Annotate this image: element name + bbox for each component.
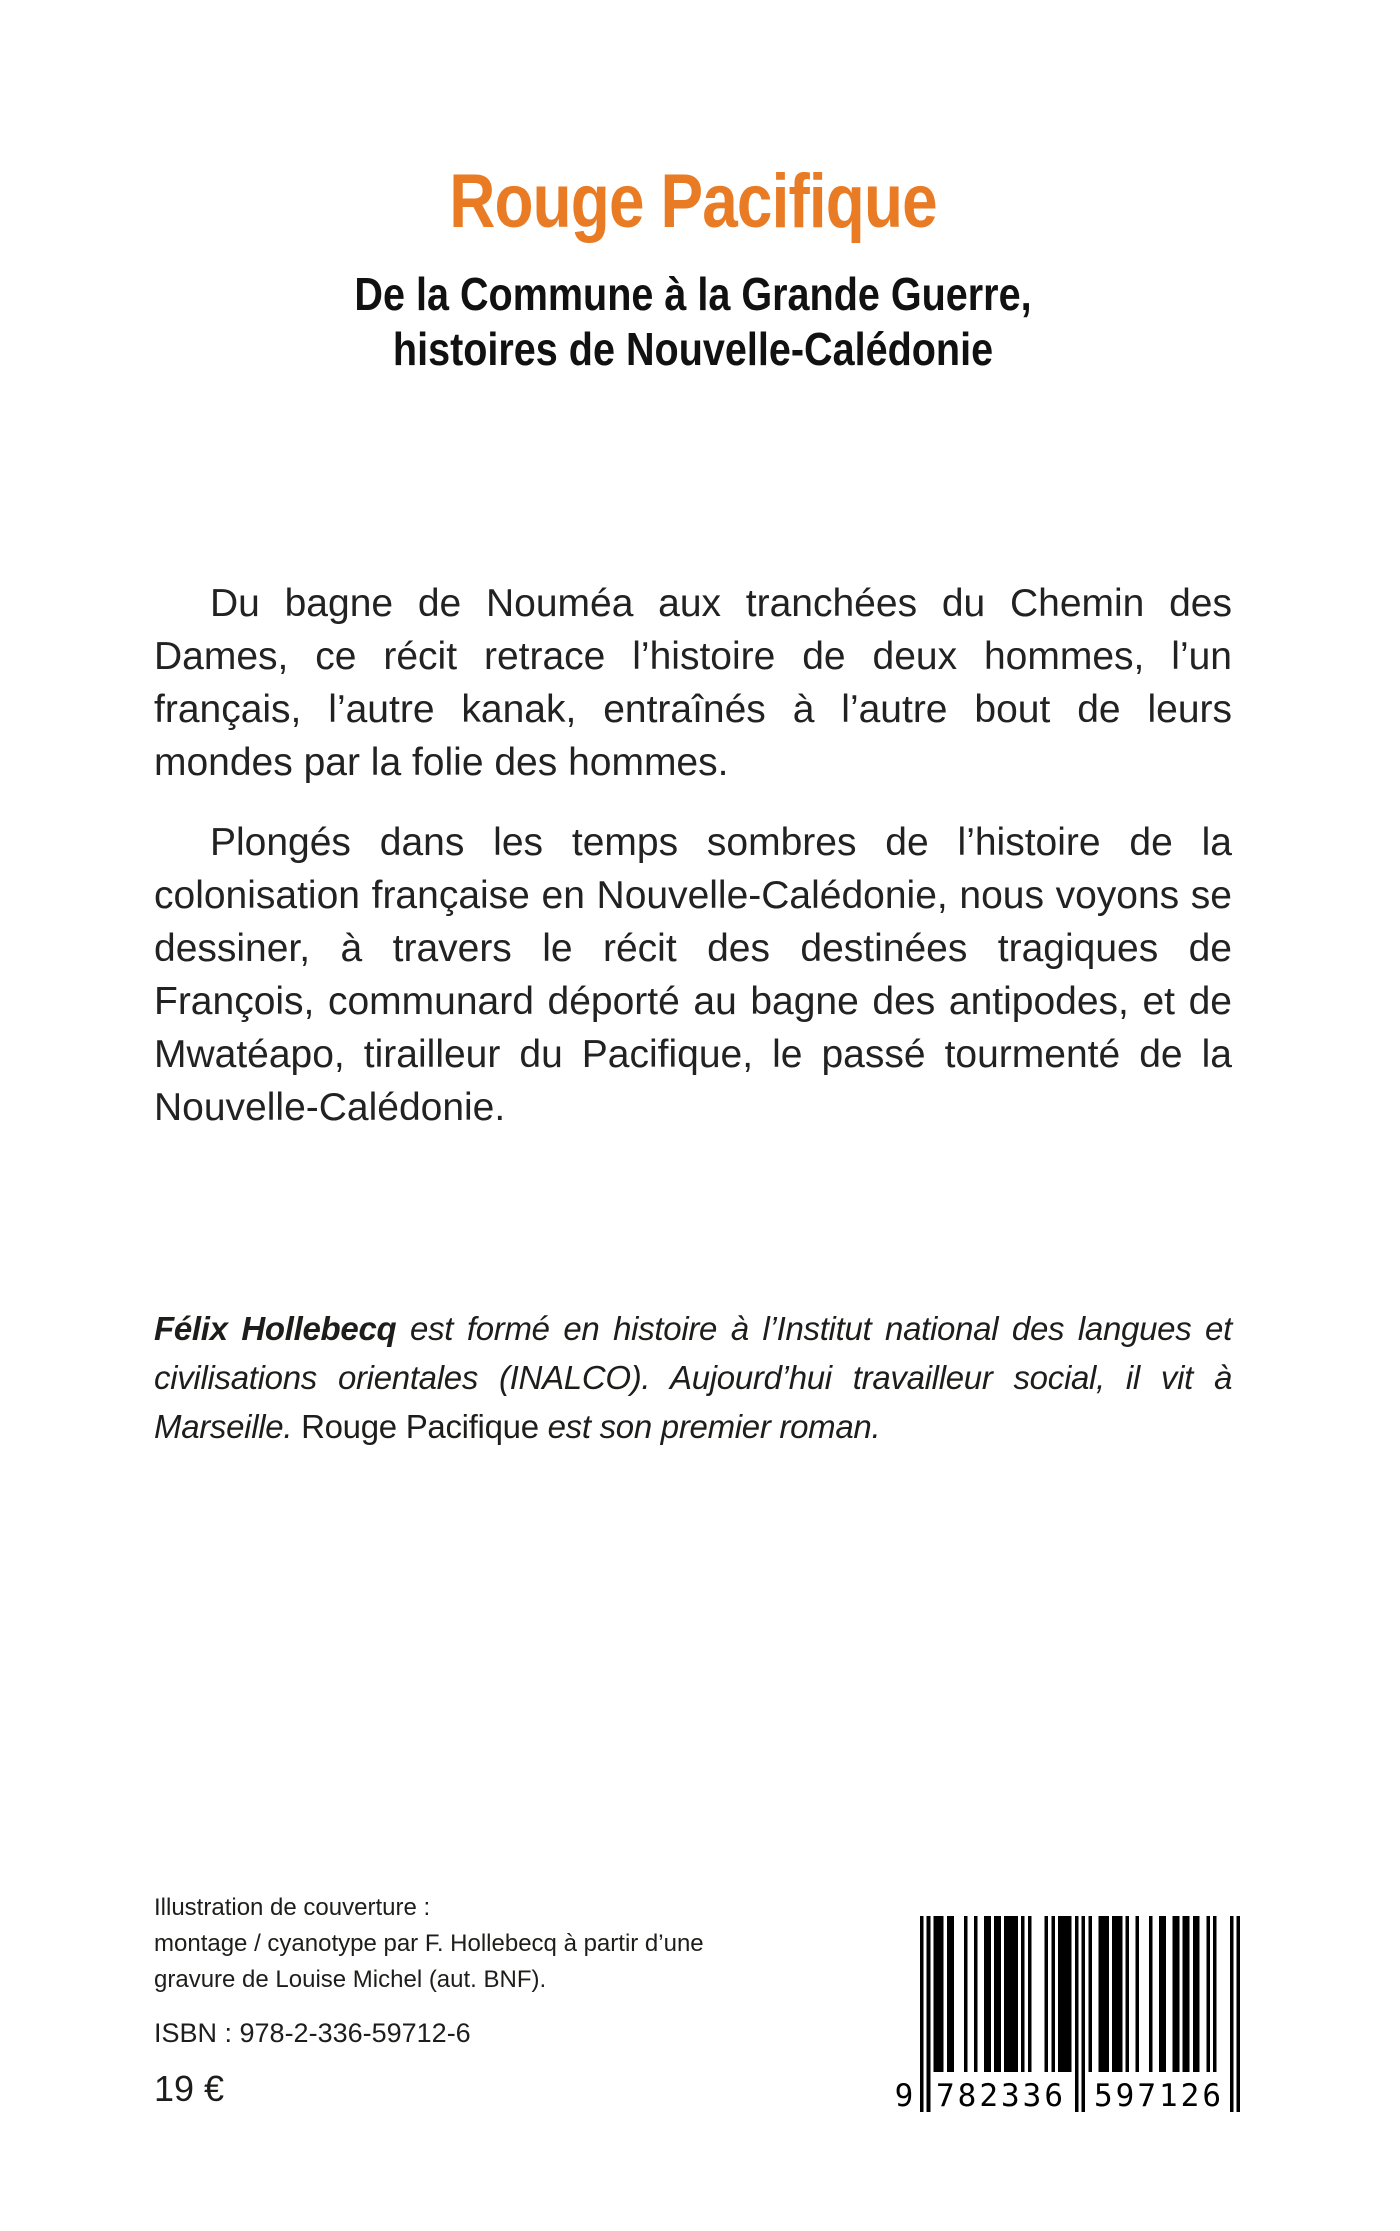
cover-text-column <box>0 158 1400 1451</box>
credit-line-1: Illustration de couverture : <box>154 1894 431 1921</box>
credit-line-3: gravure de Louise Michel (aut. BNF). <box>154 1966 547 1993</box>
barcode-digit-lead: 9 <box>894 2078 914 2114</box>
bio-book-title: Rouge Pacifique <box>301 1408 539 1445</box>
credit-line-2: montage / cyanotype par F. Hollebecq à partir d’une <box>154 1930 704 1957</box>
synopsis-paragraph-2: Plongés dans les temps sombres de l’histoire de la colonisation française en Nouvelle-Calédonie, nous voyons se dessiner, à travers le récit des destinées tragiques de François, communard déporté au bagne des antipodes, et de Mwatéapo, tirailleur du Pacifique, le passé tourmenté de la Nouvelle-Calédonie. <box>154 821 1232 1129</box>
author-name: Félix Hollebecq <box>154 1310 397 1347</box>
bio-text-1: est formé en histoire à l’Institut national des langues et civilisations orientales (INALCO). Aujourd’hui travailleur social, il vit à Marseille. <box>154 1310 1232 1445</box>
isbn: ISBN : 978-2-336-59712-6 <box>154 2018 471 2048</box>
price: 19 € <box>154 2068 225 2109</box>
synopsis-paragraph-1: Du bagne de Nouméa aux tranchées du Chemin des Dames, ce récit retrace l’histoire de deux hommes, l’un français, l’autre kanak, entraînés à l’autre bout de leurs mondes par la folie des hommes. <box>154 582 1232 784</box>
bio-text-2: est son premier roman. <box>538 1408 881 1445</box>
subtitle-line-2: histoires de Nouvelle-Calédonie <box>392 323 994 375</box>
book-title: Rouge Pacifique <box>449 159 937 244</box>
barcode-group-1: 782336 <box>936 2078 1066 2114</box>
barcode <box>890 1916 1242 2112</box>
subtitle-line-1: De la Commune à la Grande Guerre, <box>354 268 1032 320</box>
book-subtitle <box>229 267 1156 377</box>
author-bio <box>154 1304 1232 1451</box>
barcode-group-2: 597126 <box>1094 2078 1224 2114</box>
cover-illustration-credit <box>154 1890 704 1998</box>
